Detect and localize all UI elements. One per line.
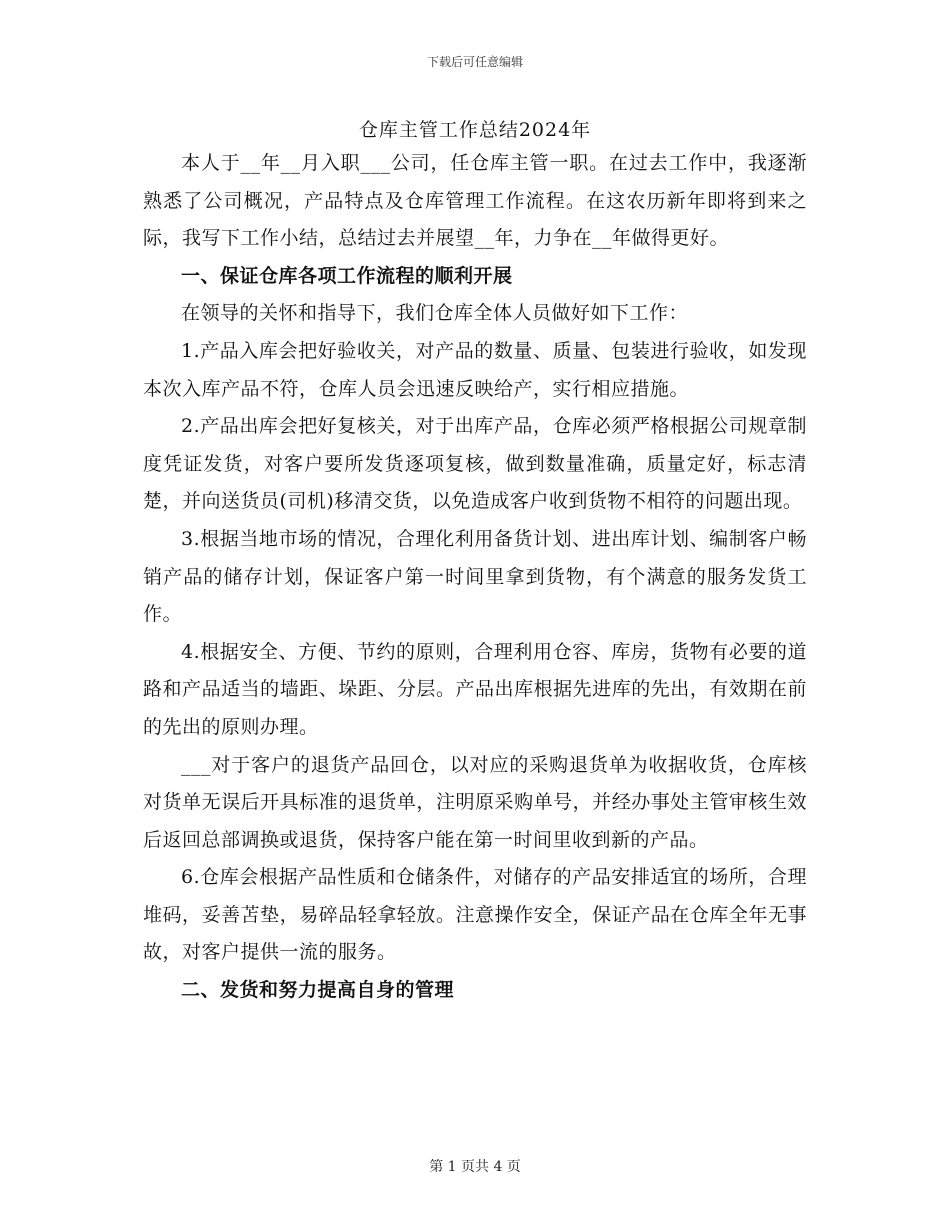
document-body	[143, 145, 807, 1010]
list-item-5: ___对于客户的退货产品回仓，以对应的采购退货单为收据收货，仓库核对货单无误后开具标准的退货单，注明原采购单号，并经办事处主管审核生效后返回总部调换或退货，保持客户能在第一时间里收到新的产品。	[143, 753, 807, 851]
paragraph: 在领导的关怀和指导下，我们仓库全体人员做好如下工作：	[181, 302, 689, 325]
list-item-4: 4.根据安全、方便、节约的原则，合理利用仓容、库房，货物有必要的道路和产品适当的墙距、垛距、分层。产品出库根据先进库的先出，有效期在前的先出的原则办理。	[143, 640, 807, 738]
header-note: 下载后可任意编辑	[426, 55, 523, 69]
list-item-3: 3.根据当地市场的情况，合理化利用备货计划、进出库计划、编制客户畅销产品的储存计划，保证客户第一时间里拿到货物，有个满意的服务发货工作。	[143, 527, 807, 626]
section-heading-2: 二、发货和努力提高自身的管理	[181, 979, 455, 1002]
page-indicator: 第 1 页共 4 页	[429, 1159, 521, 1175]
list-item-6: 6.仓库会根据产品性质和仓储条件，对储存的产品安排适宜的场所，合理堆码，妥善苫垫，易碎品轻拿轻放。注意操作安全，保证产品在仓库全年无事故，对客户提供一流的服务。	[143, 866, 807, 964]
list-item-2: 2.产品出库会把好复核关，对于出库产品，仓库必须严格根据公司规章制度凭证发货，对客户要所发货逐项复核，做到数量准确，质量定好，标志清楚，并向送货员(司机)移清交货，以免造成客户收到货物不相符的问题出现。	[143, 415, 807, 513]
section-heading-1: 一、保证仓库各项工作流程的顺利开展	[181, 264, 513, 287]
paragraph-intro: 本人于__年__月入职___公司，任仓库主管一职。在过去工作中，我逐渐熟悉了公司概况，产品特点及仓库管理工作流程。在这农历新年即将到来之际，我写下工作小结，总结过去并展望__年，力争在__年做得更好。	[143, 152, 807, 250]
list-item-1: 1.产品入库会把好验收关，对产品的数量、质量、包装进行验收，如发现本次入库产品不符，仓库人员会迅速反映给产，实行相应措施。	[143, 339, 807, 400]
document-title: 仓库主管工作总结2024年	[358, 119, 592, 141]
